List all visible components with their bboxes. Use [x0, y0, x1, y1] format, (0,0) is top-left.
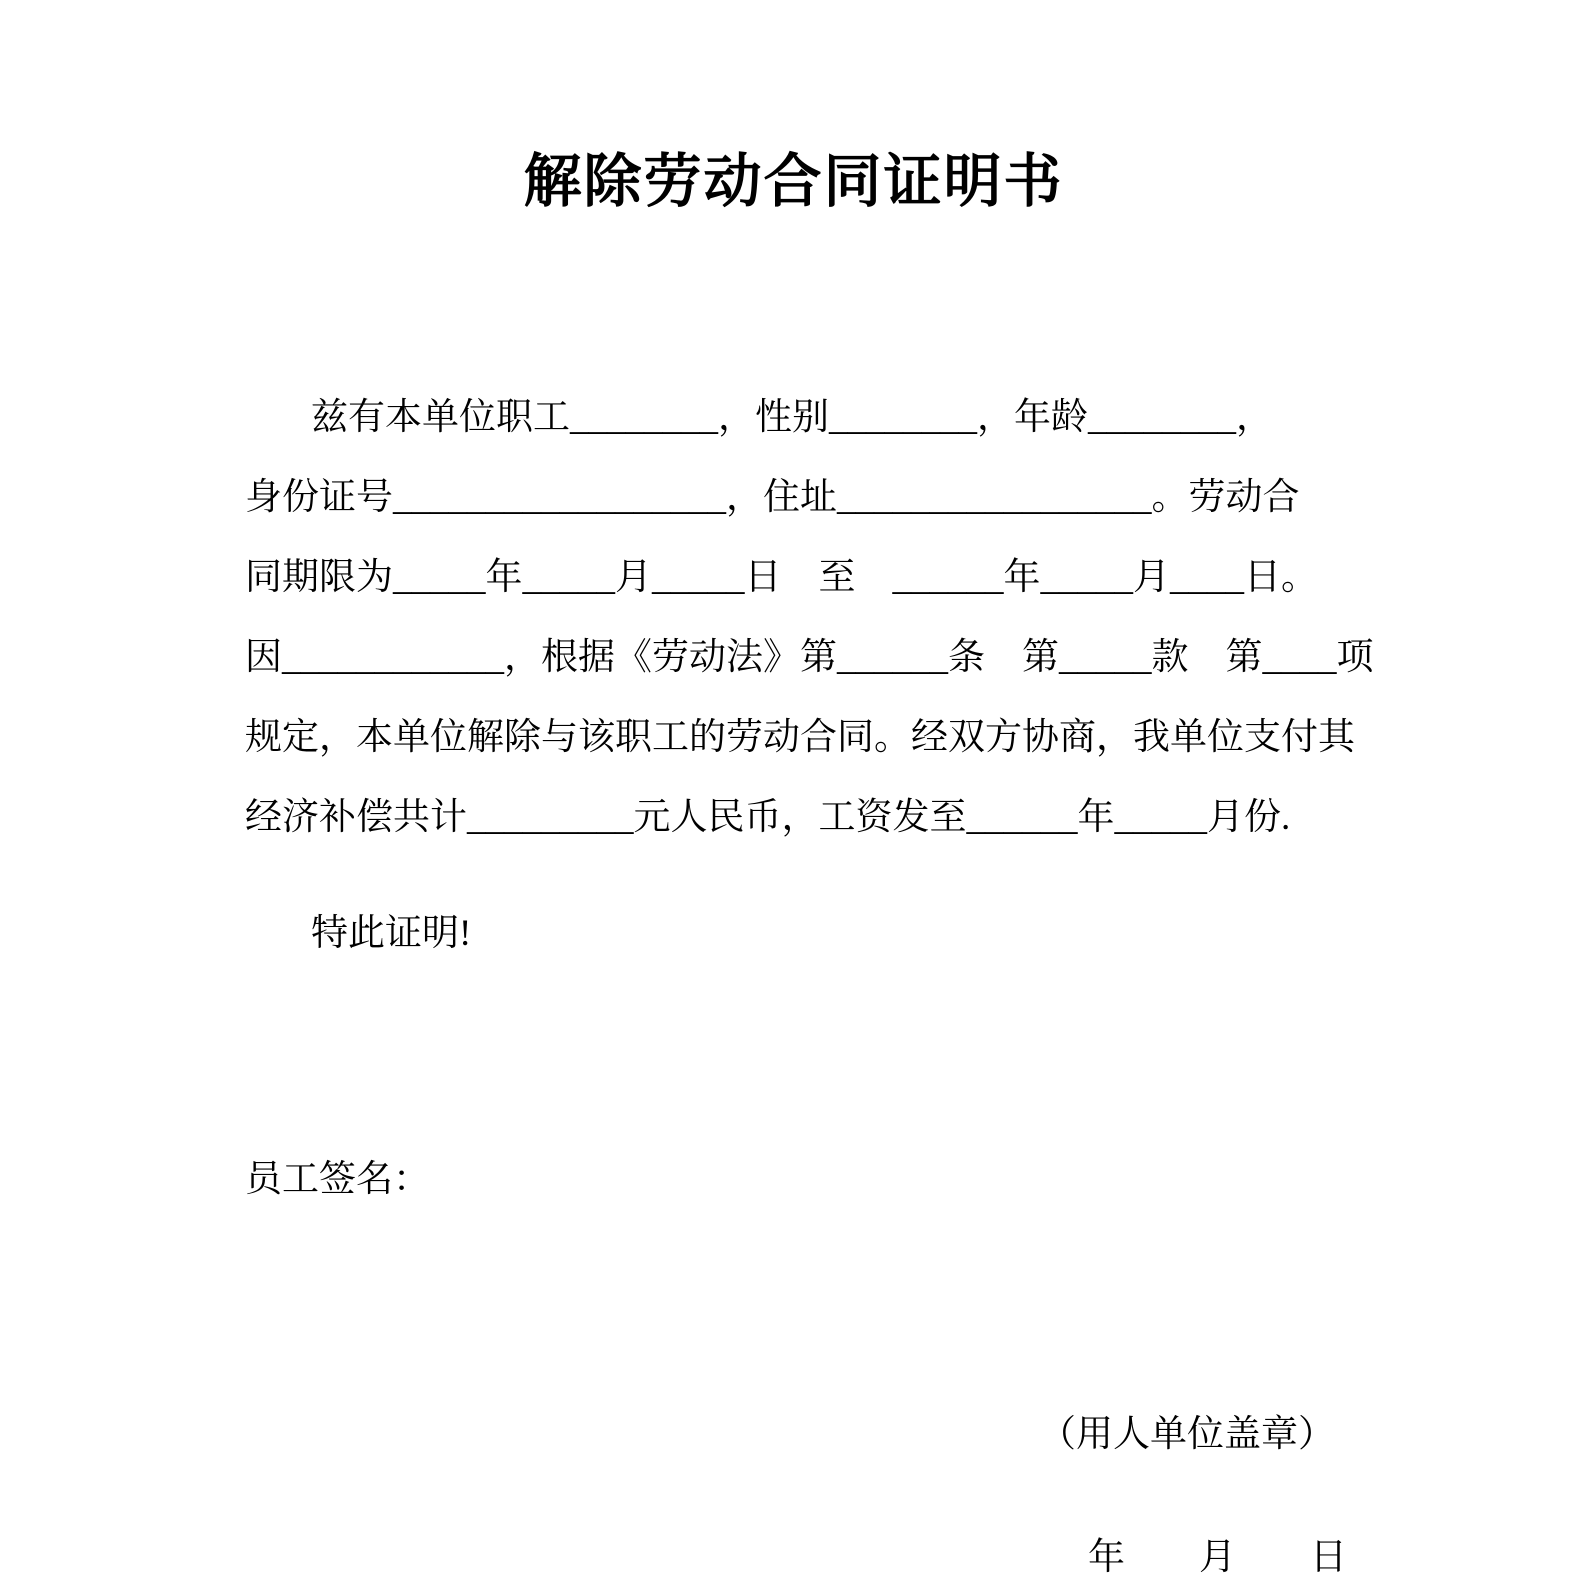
- body-line-5: 规定，本单位解除与该职工的劳动合同。经双方协商，我单位支付其: [245, 717, 1355, 758]
- document-body: [245, 378, 1374, 858]
- employee-signature-label: 员工签名：: [245, 1159, 430, 1200]
- body-line-4: 因____________，根据《劳动法》第______条 第_____款 第____项: [245, 637, 1374, 678]
- date-line: 年 月 日: [1088, 1537, 1347, 1578]
- body-line-6: 经济补偿共计_________元人民币，工资发至______年_____月份.: [245, 797, 1291, 838]
- document-title: 解除劳动合同证明书: [523, 149, 1064, 214]
- body-line-2: 身份证号__________________，住址_________________。劳动合: [245, 477, 1300, 518]
- employer-seal-label: （用人单位盖章）: [1039, 1414, 1335, 1455]
- body-line-1: 兹有本单位职工________，性别________，年龄________，: [311, 397, 1273, 438]
- document-content: [0, 378, 1587, 1592]
- certify-line: 特此证明!: [311, 913, 472, 954]
- body-line-3: 同期限为_____年_____月_____日 至 ______年_____月____日。: [245, 557, 1318, 598]
